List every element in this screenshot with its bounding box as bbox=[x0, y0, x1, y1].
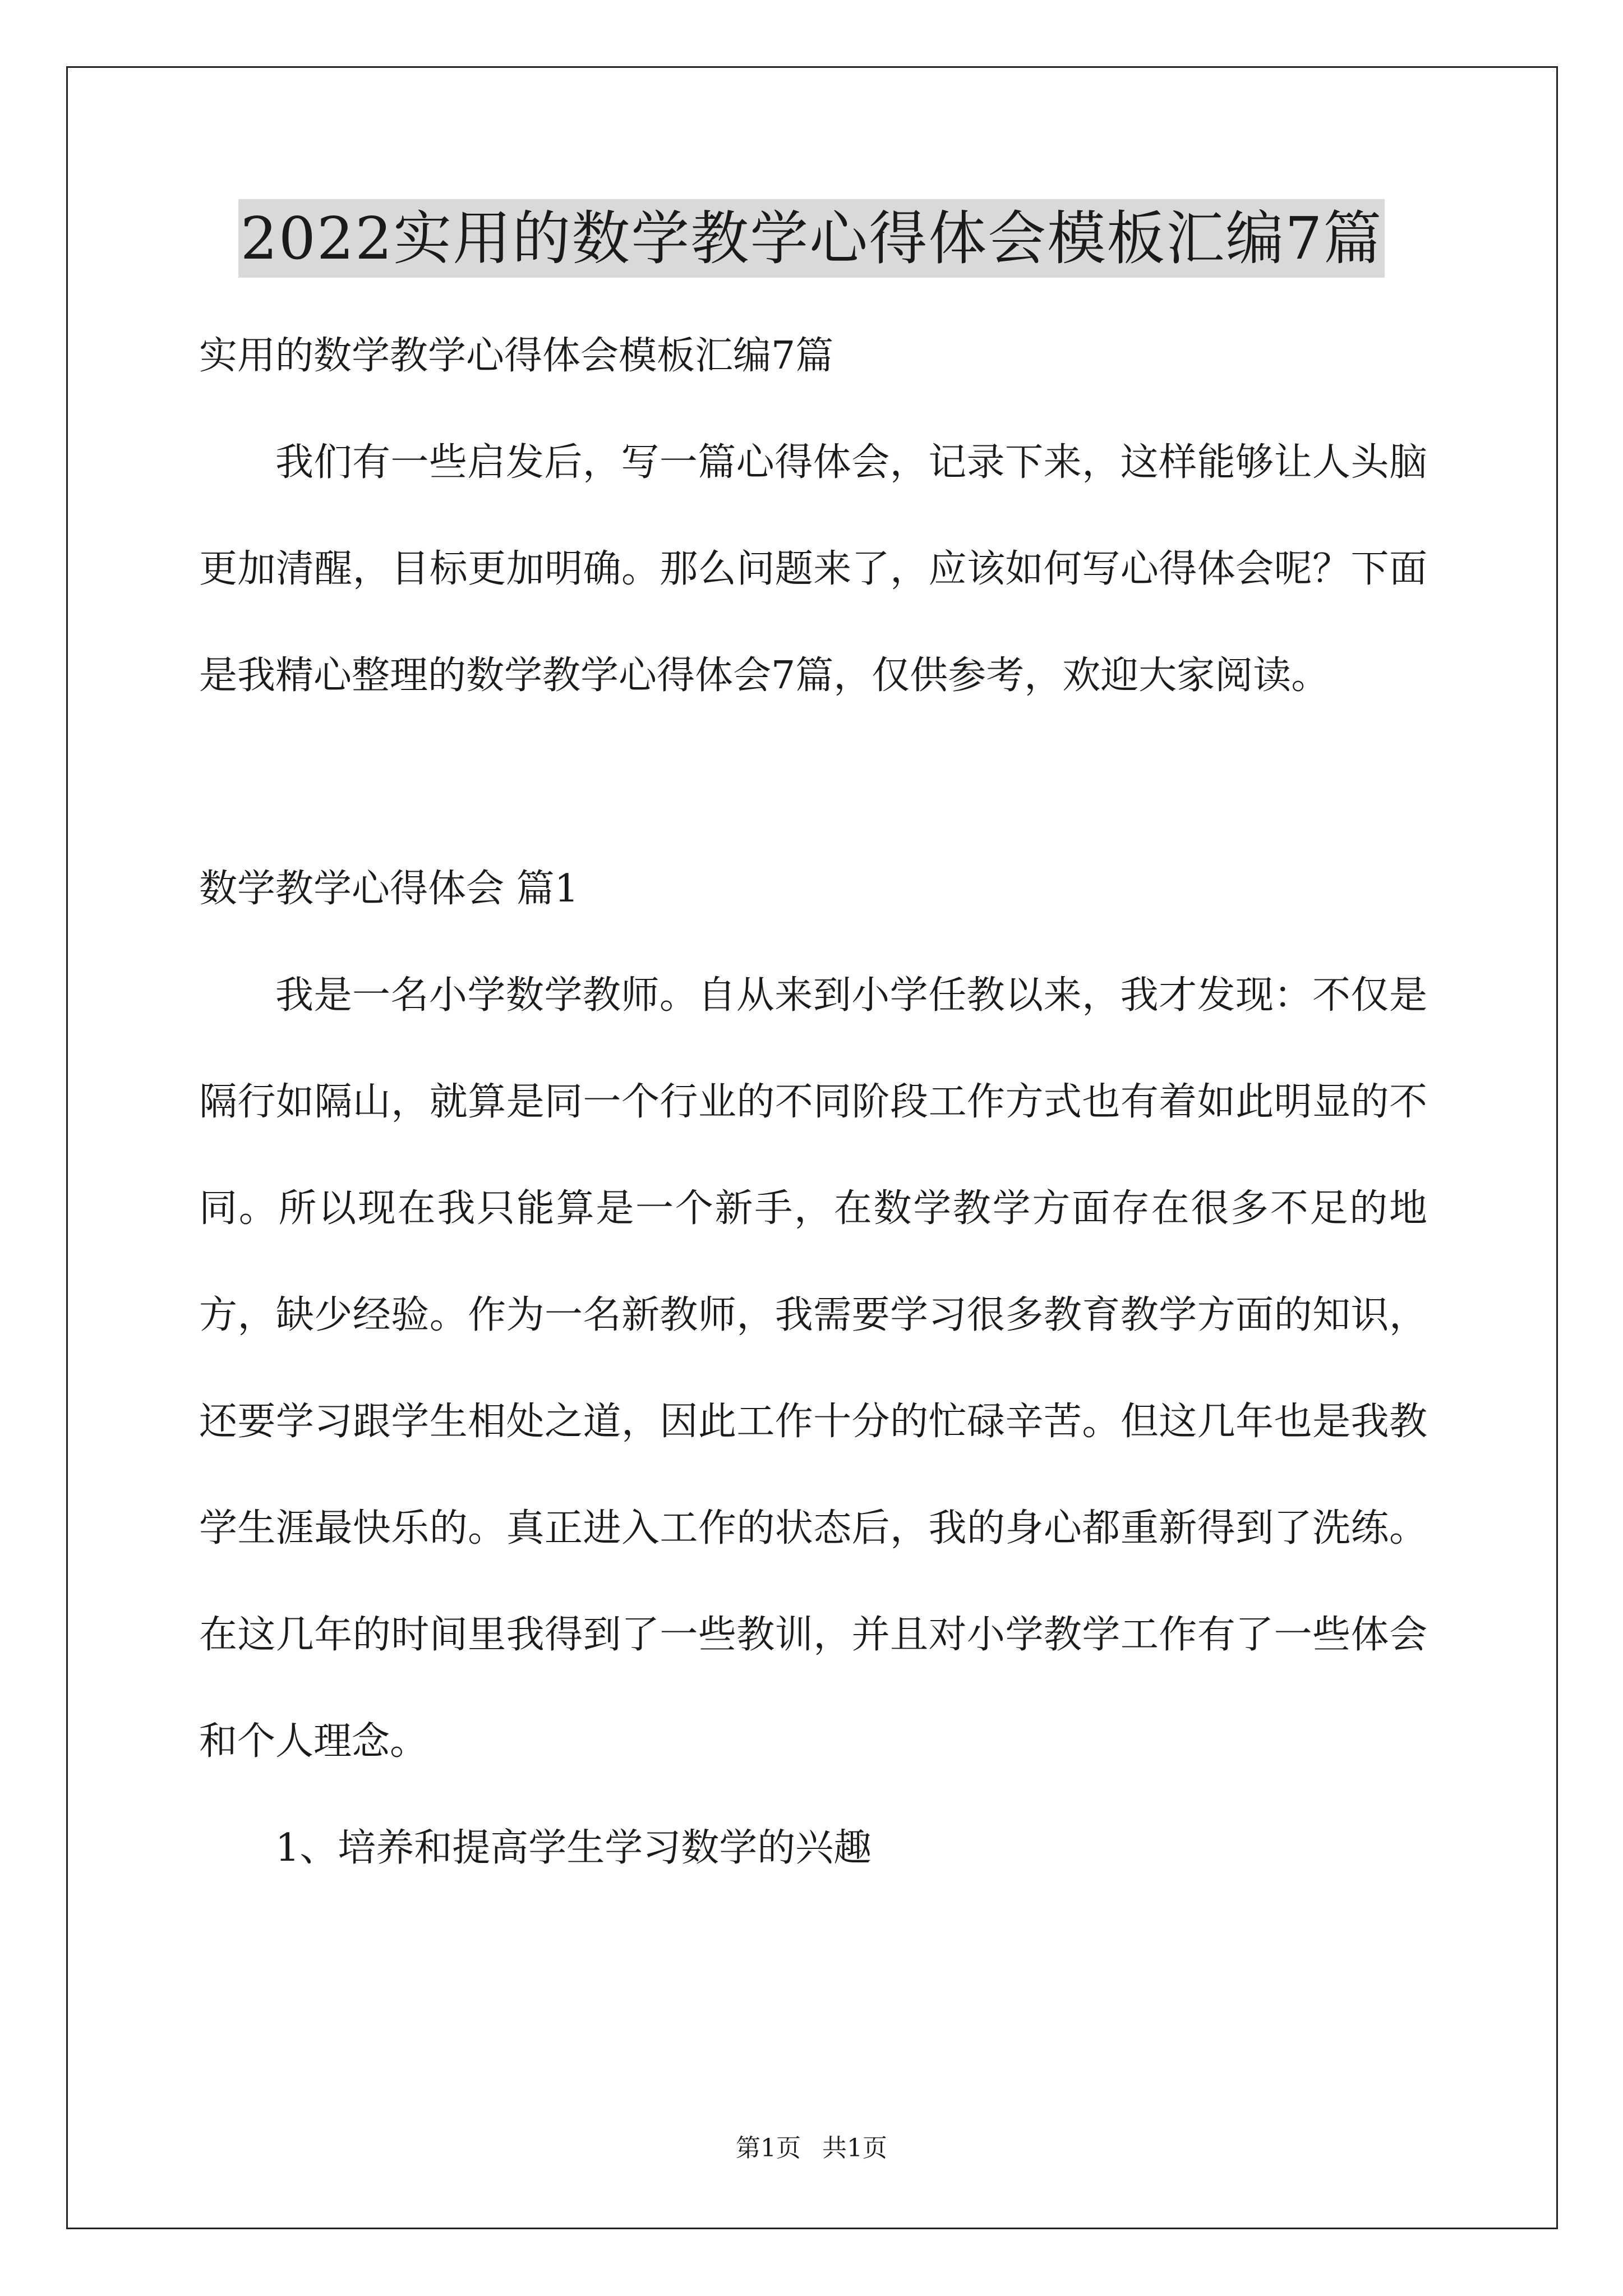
spacer bbox=[199, 729, 1427, 836]
title-container bbox=[0, 199, 1623, 278]
page-footer bbox=[0, 2132, 1623, 2165]
section-heading: 数学教学心得体会 篇1 bbox=[199, 867, 579, 911]
body-paragraph: 我是一名小学数学教师。自从来到小学任教以来，我才发现：不仅是隔行如隔山，就算是同一个行业的不同阶段工作方式也有着如此明显的不同。所以现在我只能算是一个新手，在数学教学方面存在很多不足的地方，缺少经验。作为一名新教师，我需要学习很多教育教学方面的知识，还要学习跟学生相处之道，因此工作十分的忙碌辛苦。但这几年也是我教学生涯最快乐的。真正进入工作的状态后，我的身心都重新得到了洗练。在这几年的时间里我得到了一些教训，并且对小学教学工作有了一些体会和个人理念。 bbox=[199, 973, 1427, 1764]
page-number: 第1页 bbox=[736, 2134, 801, 2162]
page-total: 共1页 bbox=[822, 2134, 887, 2162]
document-body bbox=[199, 303, 1427, 1902]
intro-paragraph: 我们有一些启发后，写一篇心得体会，记录下来，这样能够让人头脑更加清醒，目标更加明确。那么问题来了，应该如何写心得体会呢？下面是我精心整理的数学教学心得体会7篇，仅供参考，欢迎大家阅读。 bbox=[199, 440, 1427, 698]
list-item-heading: 1、培养和提高学生学习数学的兴趣 bbox=[275, 1826, 872, 1870]
document-title: 2022实用的数学教学心得体会模板汇编7篇 bbox=[238, 199, 1385, 278]
document-subtitle: 实用的数学教学心得体会模板汇编7篇 bbox=[199, 334, 834, 378]
